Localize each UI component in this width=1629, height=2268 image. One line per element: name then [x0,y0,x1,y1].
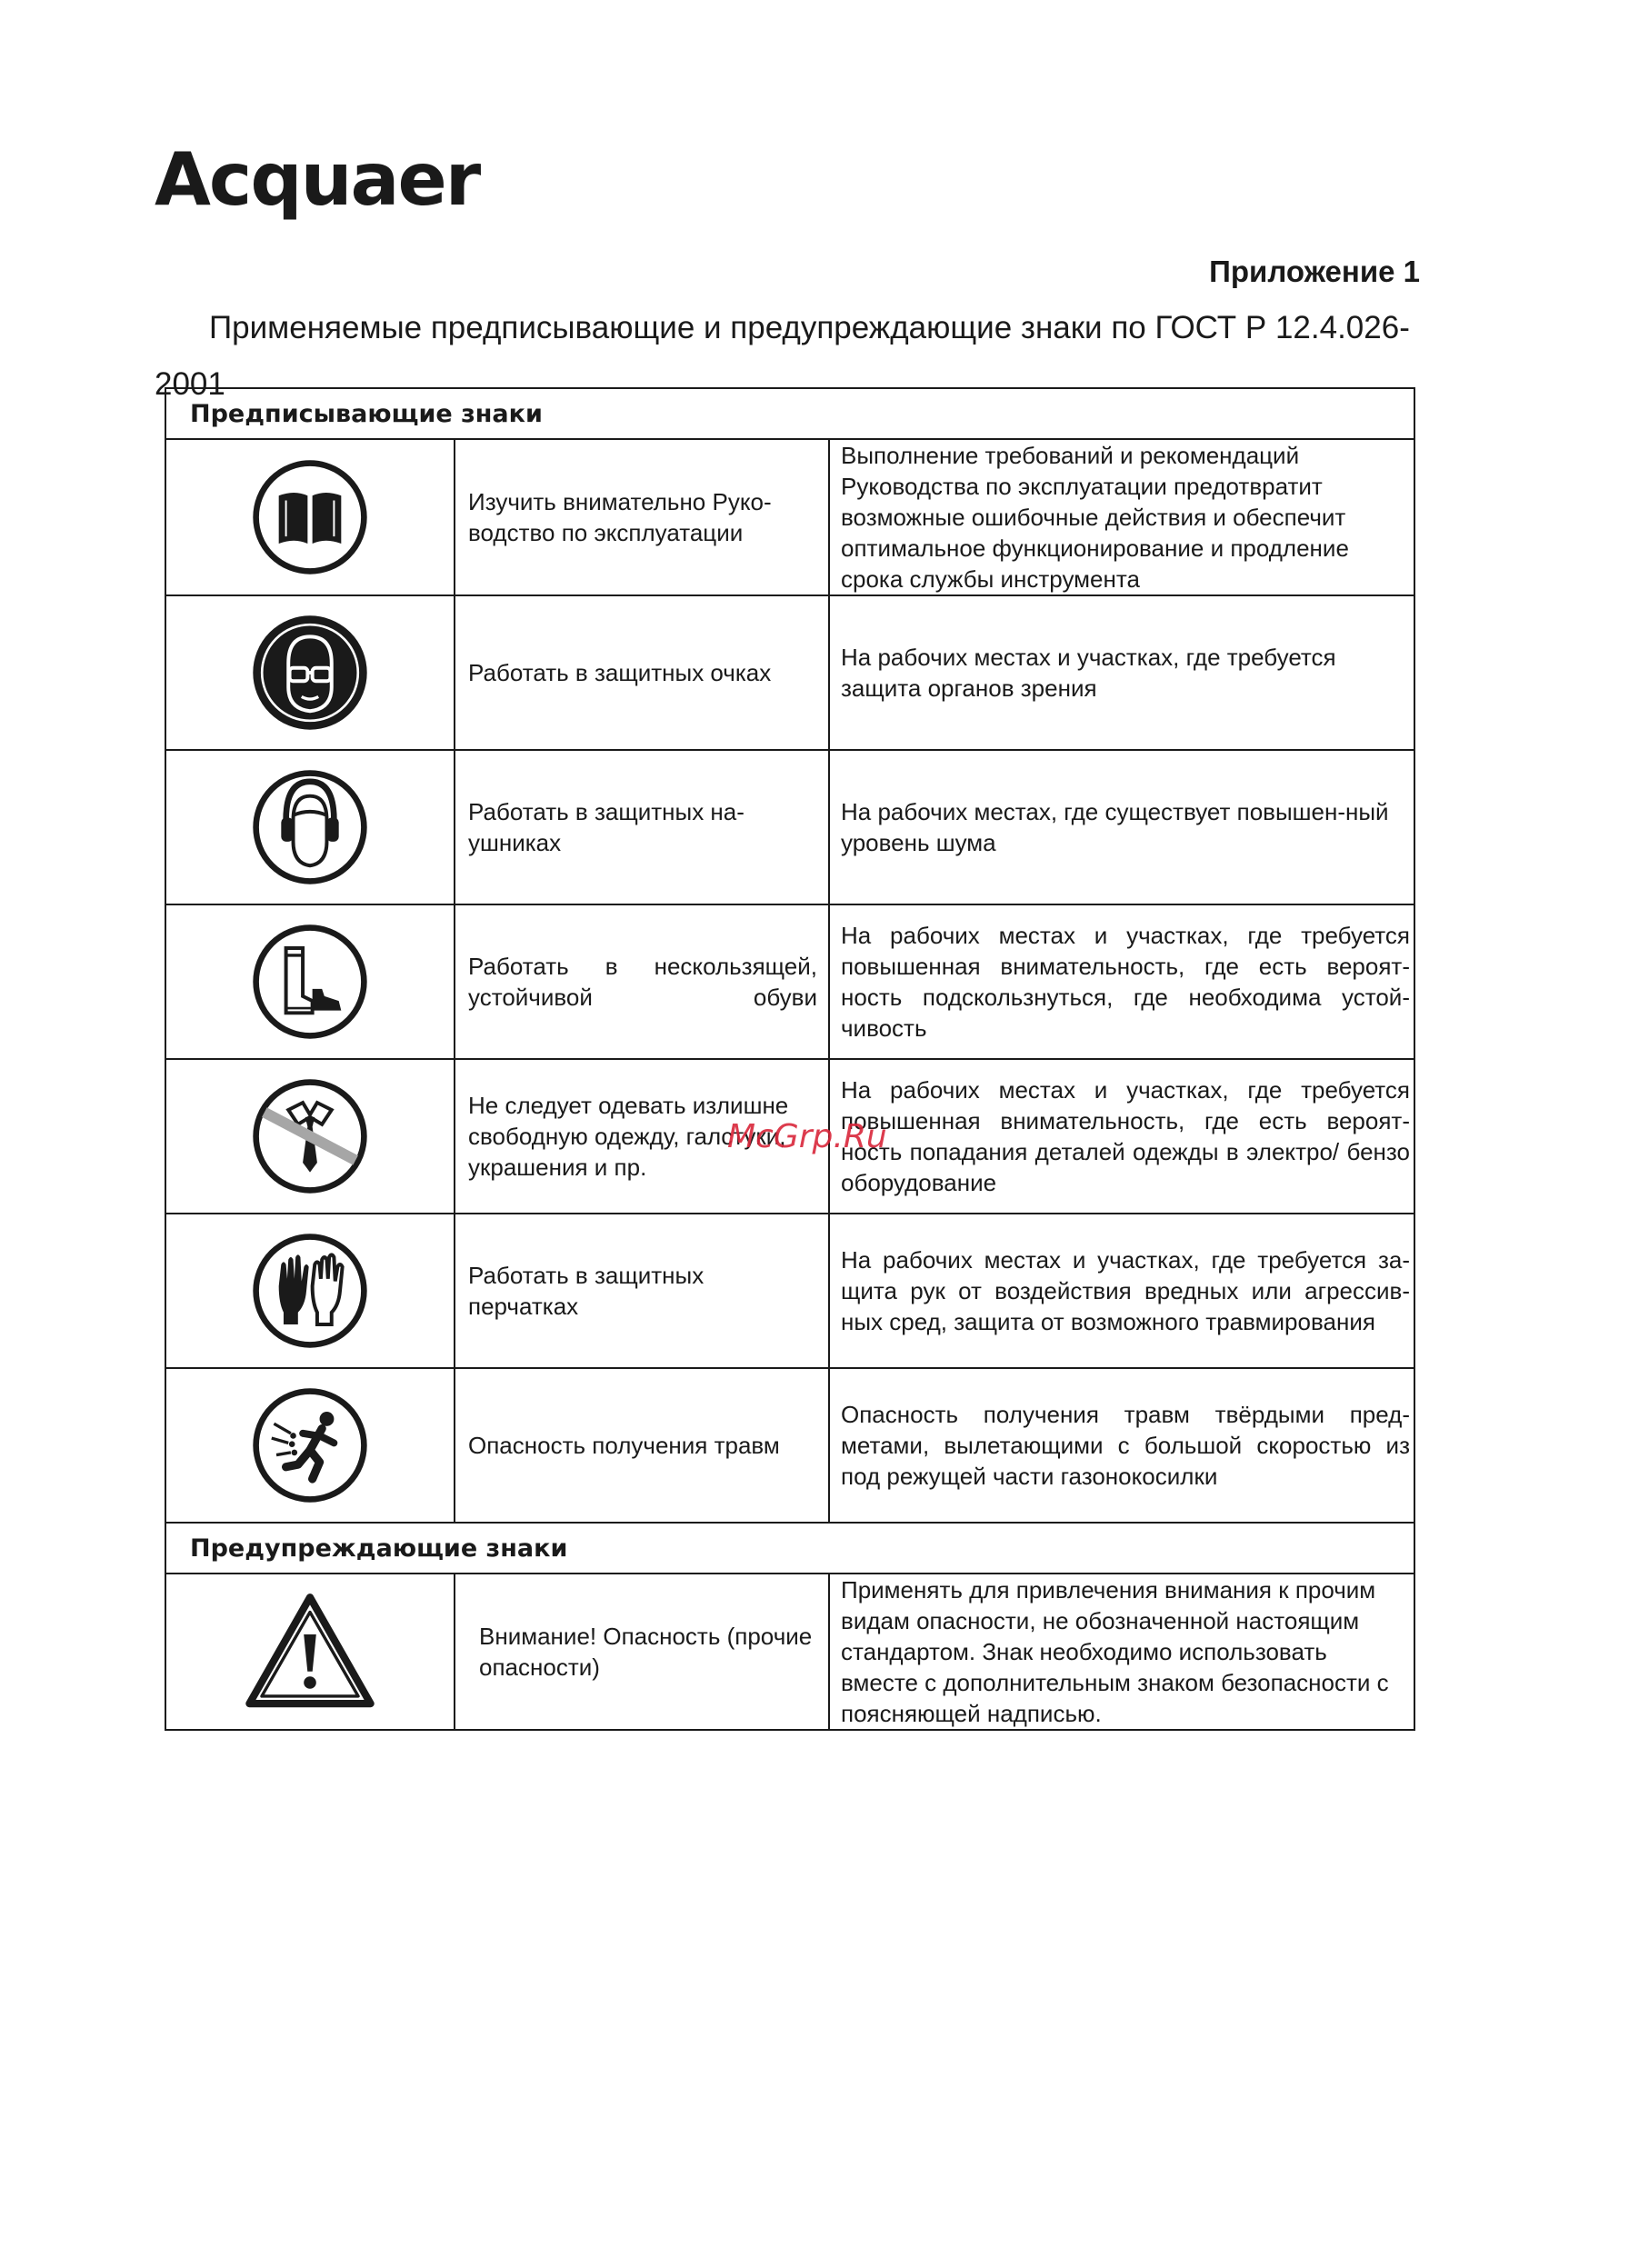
watermark: McGrp.Ru [727,1118,887,1155]
table-row [165,1059,1414,1214]
warning-section-header [165,1523,1414,1574]
acquaer-logo: Acquaer [155,137,480,222]
sign-description: Опасность получения травм твёрдыми пред-метами, вылетающими с большой скоростью из под режущей части газонокосилки [829,1368,1414,1523]
general-danger-icon [242,1590,378,1713]
sign-name: Изучить внимательно Руко-водство по эксплуатации [455,439,829,595]
sign-description: На рабочих местах и участках, где требуется повышенная внимательность, где есть вероят-ность подскользнуться, где необходима устой-чивость [829,904,1414,1059]
sign-description: На рабочих местах и участках, где требуется за-щита рук от воздействия вредных или агрессив-ных сред, защита от возможного травмирования [829,1214,1414,1368]
table-row [165,750,1414,904]
table-row [165,595,1414,750]
sign-name: Работать в защитных очках [455,595,829,750]
table-row [165,1574,1414,1730]
safety-boots-icon [250,922,370,1042]
sign-description: На рабочих местах, где существует повышен-ный уровень шума [829,750,1414,904]
sign-name: Внимание! Опасность (прочие опасности) [455,1574,829,1730]
table-row [165,904,1414,1059]
sign-name: Работать в защитных на-ушниках [455,750,829,904]
safety-goggles-icon [250,613,370,733]
mandatory-heading: Предписывающие знаки [165,388,1414,439]
sign-name: Работать в защитных перчатках [455,1214,829,1368]
protective-gloves-icon [250,1231,370,1351]
sign-name: Опасность получения травм [455,1368,829,1523]
sign-description: Применять для привлечения внимания к прочим видам опасности, не обозначенной настоящим стандартом. Знак необходимо использовать вместе с дополнительным знаком безопасности с поясняющей надписью. [829,1574,1414,1730]
ear-protection-icon [250,767,370,887]
sign-description: На рабочих местах и участках, где требуется защита органов зрения [829,595,1414,750]
sign-name: Работать в нескользящей, устойчивой обуви [455,904,829,1059]
no-loose-clothing-icon [250,1076,370,1196]
table-row [165,1214,1414,1368]
sign-name: Не следует одевать излишне свободную одежду, галстуки, украшения и пр. [455,1059,829,1214]
safety-signs-table [165,387,1415,1731]
table-row [165,1368,1414,1523]
appendix-title: Приложение 1 [1209,255,1420,288]
sign-description: На рабочих местах и участках, где требуется повышенная внимательность, где есть вероят-ность попадания деталей одежды в электро/ бензо оборудование [829,1059,1414,1214]
table-row [165,439,1414,595]
sign-description: Выполнение требований и рекомендаций Руководства по эксплуатации предотвратит возможные ошибочные действия и обеспечит оптимальное функционирование и продление срока службы инструмента [829,439,1414,595]
flying-debris-icon [250,1385,370,1505]
intro-text: Применяемые предписывающие и предупреждающие знаки по ГОСТ Р 12.4.026-2001 [155,310,1410,402]
manual-book-icon [250,457,370,577]
warning-heading: Предупреждающие знаки [165,1523,1414,1574]
mandatory-section-header [165,388,1414,439]
